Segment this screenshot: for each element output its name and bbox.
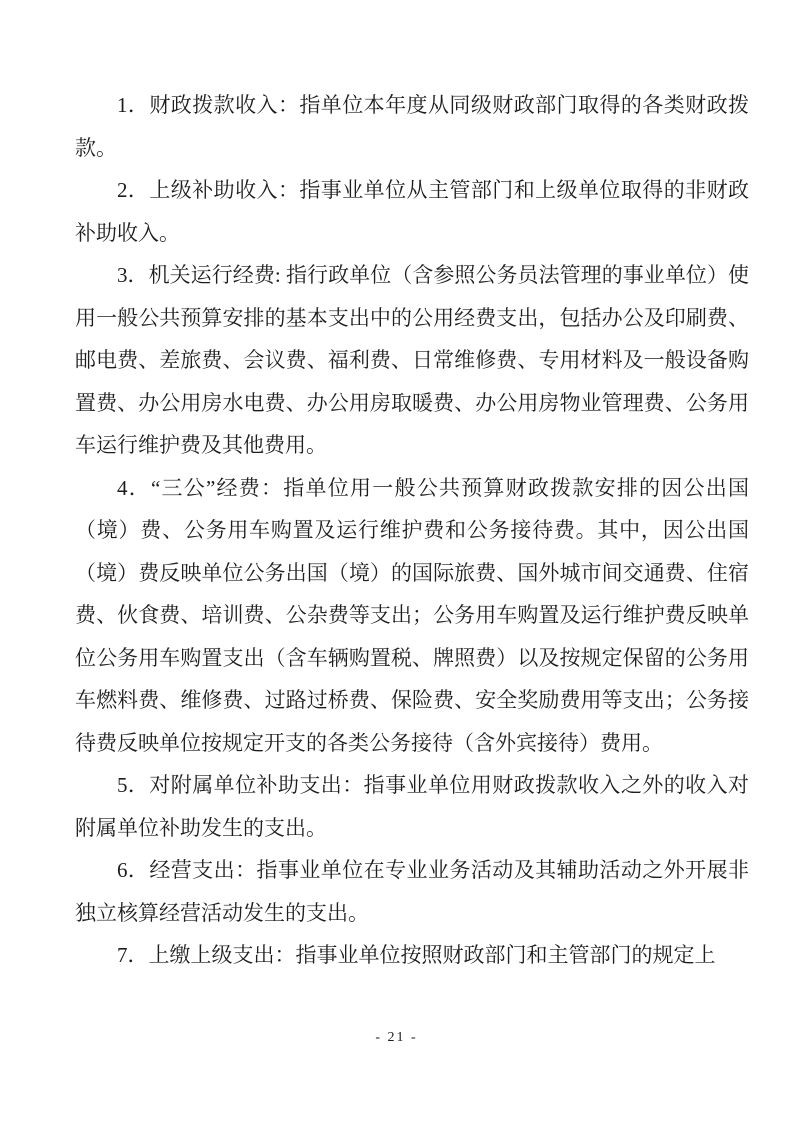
paragraph-three-public-expenses: 4．“三公”经费：指单位用一般公共预算财政拨款安排的因公出国（境）费、公务用车购置及运行维护费和公务接待费。其中，因公出国（境）费反映单位公务出国（境）的国际旅费、国外城市间交通费、住宿费、伙食费、培训费、公杂费等支出；公务用车购置及运行维护费反映单位公务用车购置支出（含车辆购置税、牌照费）以及按规定保留的公务用车燃料费、维修费、过路过桥费、保险费、安全奖励费用等支出；公务接待费反映单位按规定开支的各类公务接待（含外宾接待）费用。 (75, 475, 749, 755)
paragraph-subsidy-to-affiliated-units: 5．对附属单位补助支出：指事业单位用财政拨款收入之外的收入对附属单位补助发生的支出。 (75, 773, 749, 840)
page-number: - 21 - (375, 1030, 418, 1045)
paragraph-superior-subsidy-income: 2．上级补助收入：指事业单位从主管部门和上级单位取得的非财政补助收入。 (75, 178, 749, 245)
document-body (75, 84, 749, 977)
paragraph-agency-operating-expenses: 3．机关运行经费: 指行政单位（含参照公务员法管理的事业单位）使用一般公共预算安排的基本支出中的公用经费支出，包括办公及印刷费、邮电费、差旅费、会议费、福利费、日常维修费、专用材料及一般设备购置费、办公用房水电费、办公用房取暖费、办公用房物业管理费、公务用车运行维护费及其他费用。 (75, 263, 749, 457)
paragraph-operating-expenditure: 6．经营支出：指事业单位在专业业务活动及其辅助活动之外开展非独立核算经营活动发生的支出。 (75, 858, 749, 925)
paragraph-payment-to-superior: 7．上缴上级支出：指事业单位按照财政部门和主管部门的规定上 (117, 943, 716, 967)
paragraph-fiscal-appropriation-income: 1．财政拨款收入：指单位本年度从同级财政部门取得的各类财政拨款。 (75, 93, 749, 160)
